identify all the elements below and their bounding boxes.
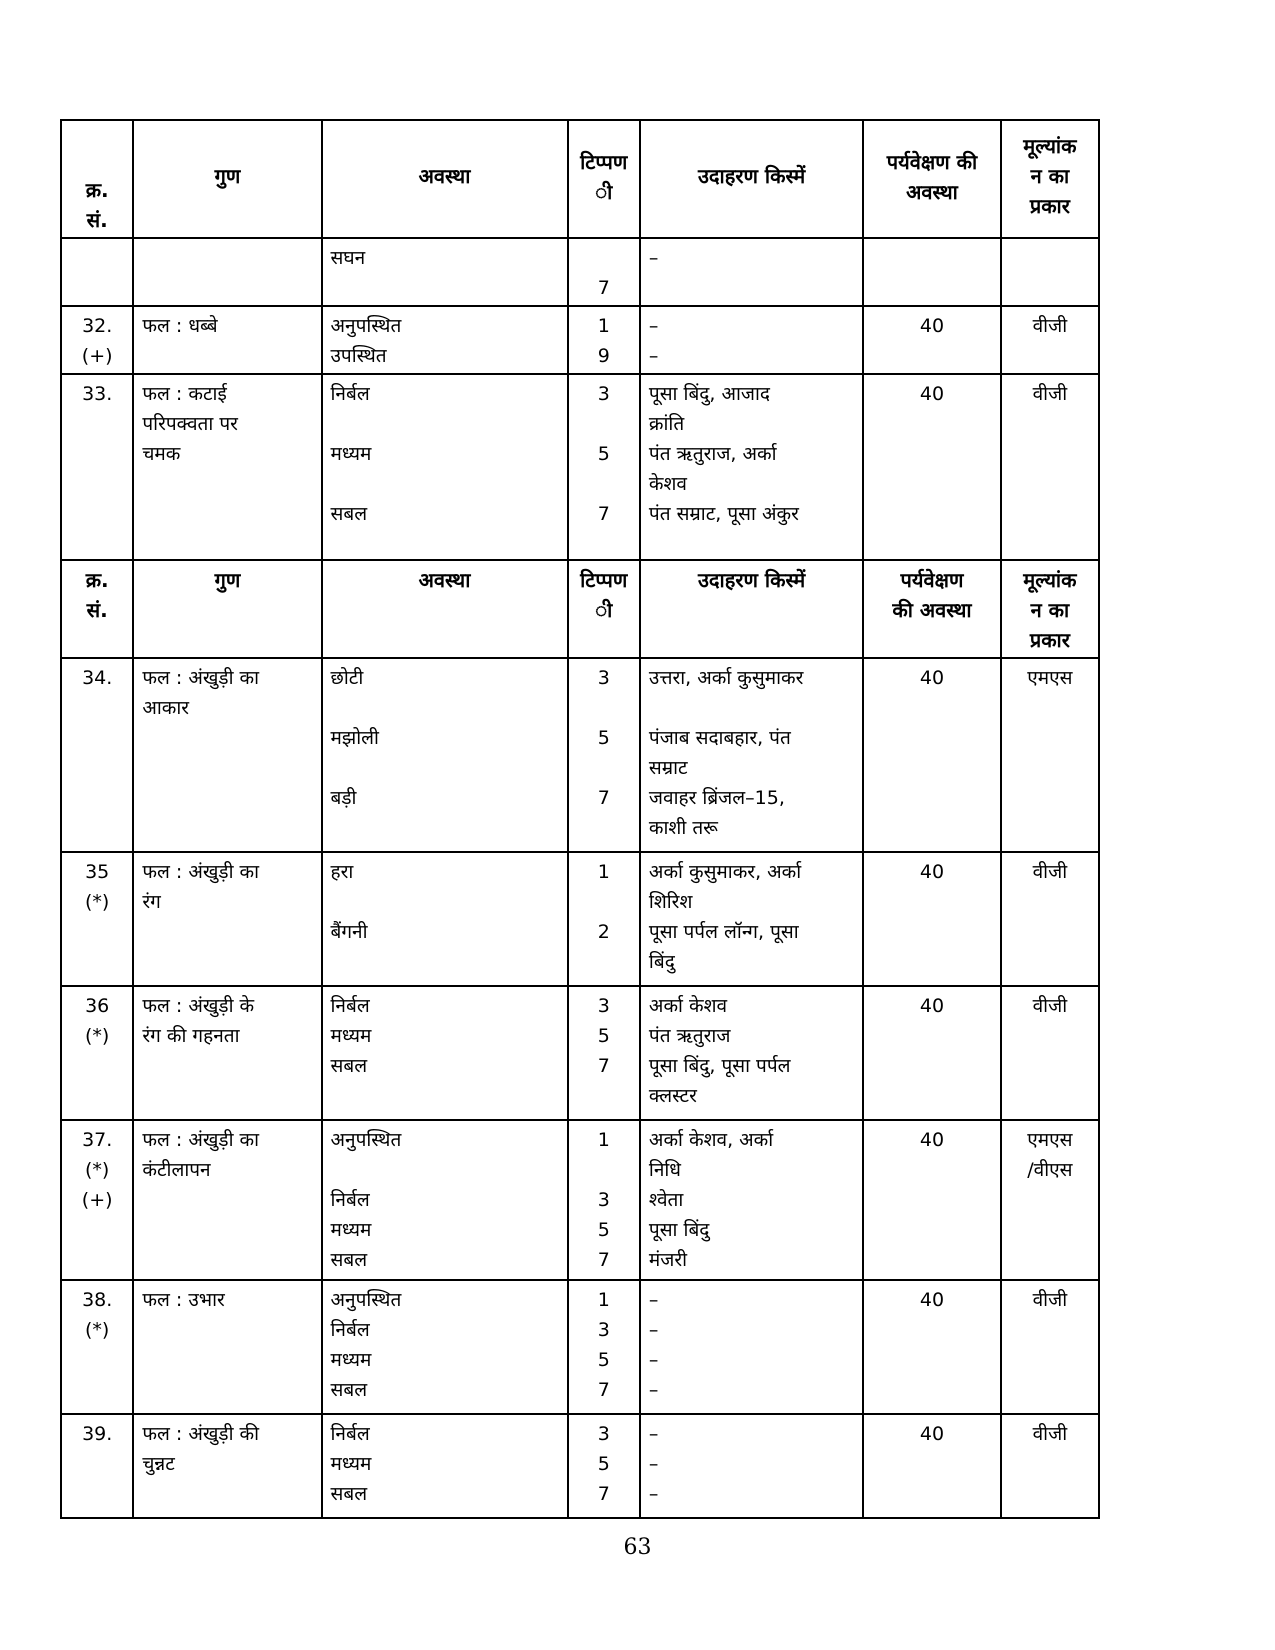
row-states: हरा बैंगनी — [322, 852, 568, 986]
table-row — [61, 852, 1099, 986]
header-examples: उदाहरण किस्में — [640, 120, 863, 238]
row-stage: 40 — [863, 1414, 1001, 1518]
row-states: छोटी मझोली बड़ी — [322, 658, 568, 852]
row-type: वीजी — [1001, 986, 1099, 1120]
row-examples: पूसा बिंदु, आजाद क्रांति पंत ऋतुराज, अर्का केशव पंत सम्राट, पूसा अंकुर — [640, 374, 863, 560]
row-examples: उत्तरा, अर्का कुसुमाकर पंजाब सदाबहार, पंत सम्राट जवाहर ब्रिंजल–15, काशी तरू — [640, 658, 863, 852]
row-trait: फल : अंखुड़ी की चुन्नट — [133, 1414, 321, 1518]
row-type — [1001, 238, 1099, 306]
row-examples: अर्का केशव पंत ऋतुराज पूसा बिंदु, पूसा पर्पल क्लस्टर — [640, 986, 863, 1120]
row-serial: 38. (*) — [61, 1280, 133, 1414]
row-stage: 40 — [863, 986, 1001, 1120]
row-notes: 3 5 7 — [568, 986, 640, 1120]
header-note: टिप्पण ी — [568, 120, 640, 238]
row-serial: 36 (*) — [61, 986, 133, 1120]
row-trait: फल : धब्बे — [133, 306, 321, 374]
row-serial: 37. (*) (+) — [61, 1120, 133, 1280]
row-states: सघन — [322, 238, 568, 306]
row-notes: 3 5 7 — [568, 658, 640, 852]
characteristics-table — [60, 119, 1100, 1519]
header-state: अवस्था — [322, 560, 568, 658]
table-row — [61, 306, 1099, 374]
row-notes: 1 3 5 7 — [568, 1280, 640, 1414]
row-states: निर्बल मध्यम सबल — [322, 986, 568, 1120]
header-state: अवस्था — [322, 120, 568, 238]
row-stage: 40 — [863, 852, 1001, 986]
row-trait: फल : कटाई परिपक्वता पर चमक — [133, 374, 321, 560]
header-stage: पर्यवेक्षण की अवस्था — [863, 560, 1001, 658]
row-notes: 7 — [568, 238, 640, 306]
row-serial: 39. — [61, 1414, 133, 1518]
row-trait: फल : उभार — [133, 1280, 321, 1414]
table-header-row — [61, 560, 1099, 658]
row-trait: फल : अंखुड़ी के रंग की गहनता — [133, 986, 321, 1120]
row-examples: – – — [640, 306, 863, 374]
row-stage: 40 — [863, 658, 1001, 852]
row-examples: – – – – — [640, 1280, 863, 1414]
header-examples: उदाहरण किस्में — [640, 560, 863, 658]
table-row — [61, 1120, 1099, 1280]
table-header-row — [61, 120, 1099, 238]
row-type: एमएस /वीएस — [1001, 1120, 1099, 1280]
header-trait: गुण — [133, 560, 321, 658]
row-trait: फल : अंखुड़ी का आकार — [133, 658, 321, 852]
row-type: एमएस — [1001, 658, 1099, 852]
page-number: 63 — [623, 1535, 652, 1560]
header-type: मूल्यांक न का प्रकार — [1001, 560, 1099, 658]
row-serial: 33. — [61, 374, 133, 560]
row-type: वीजी — [1001, 852, 1099, 986]
table-row — [61, 986, 1099, 1120]
row-stage: 40 — [863, 306, 1001, 374]
row-notes: 1 2 — [568, 852, 640, 986]
row-type: वीजी — [1001, 1280, 1099, 1414]
row-examples: अर्का कुसुमाकर, अर्का शिरिश पूसा पर्पल लॉन्ग, पूसा बिंदु — [640, 852, 863, 986]
row-states: अनुपस्थित उपस्थित — [322, 306, 568, 374]
row-type: वीजी — [1001, 1414, 1099, 1518]
row-type: वीजी — [1001, 306, 1099, 374]
row-examples: – – – — [640, 1414, 863, 1518]
row-notes: 3 5 7 — [568, 374, 640, 560]
row-serial: 35 (*) — [61, 852, 133, 986]
row-stage: 40 — [863, 374, 1001, 560]
row-stage: 40 — [863, 1280, 1001, 1414]
row-states: निर्बल मध्यम सबल — [322, 374, 568, 560]
row-trait: फल : अंखुड़ी का कंटीलापन — [133, 1120, 321, 1280]
row-notes: 1 3 5 7 — [568, 1120, 640, 1280]
row-stage — [863, 238, 1001, 306]
header-serial: क्र. सं. — [61, 120, 133, 238]
header-trait: गुण — [133, 120, 321, 238]
row-notes: 1 9 — [568, 306, 640, 374]
row-serial: 32. (+) — [61, 306, 133, 374]
header-stage: पर्यवेक्षण की अवस्था — [863, 120, 1001, 238]
row-stage: 40 — [863, 1120, 1001, 1280]
row-examples: अर्का केशव, अर्का निधि श्वेता पूसा बिंदु मंजरी — [640, 1120, 863, 1280]
table-row — [61, 1280, 1099, 1414]
row-serial: 34. — [61, 658, 133, 852]
header-note: टिप्पण ी — [568, 560, 640, 658]
table-row — [61, 238, 1099, 306]
row-type: वीजी — [1001, 374, 1099, 560]
table-row — [61, 374, 1099, 560]
row-trait: फल : अंखुड़ी का रंग — [133, 852, 321, 986]
row-serial — [61, 238, 133, 306]
row-trait — [133, 238, 321, 306]
row-states: अनुपस्थित निर्बल मध्यम सबल — [322, 1120, 568, 1280]
header-serial: क्र. सं. — [61, 560, 133, 658]
header-type: मूल्यांक न का प्रकार — [1001, 120, 1099, 238]
row-states: अनुपस्थित निर्बल मध्यम सबल — [322, 1280, 568, 1414]
row-states: निर्बल मध्यम सबल — [322, 1414, 568, 1518]
table-row — [61, 658, 1099, 852]
table-row — [61, 1414, 1099, 1518]
row-notes: 3 5 7 — [568, 1414, 640, 1518]
row-examples: – — [640, 238, 863, 306]
